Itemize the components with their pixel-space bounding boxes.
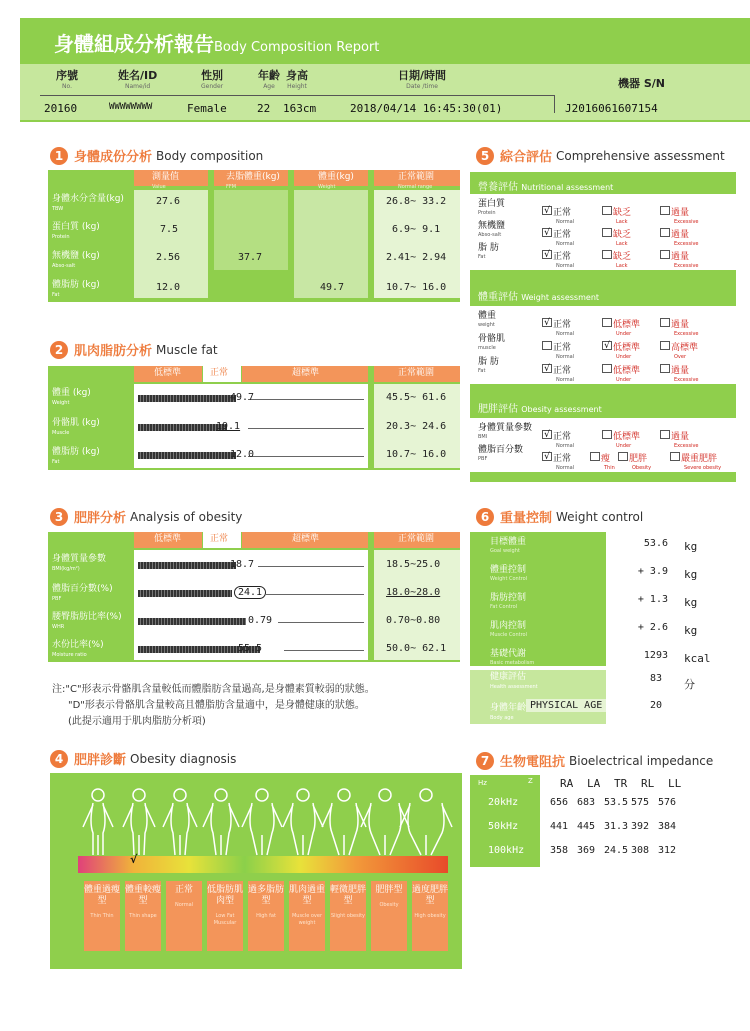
weight-value: 49.7 [320, 282, 345, 293]
assessment-row: 身體質量參數 BMI √ 正常 Normal 低標準 Under 過量 Excessive [478, 423, 699, 449]
nutrition-title: 營養評估 Nutritional assessment [478, 182, 614, 193]
physical-age-label: PHYSICAL AGE [526, 699, 606, 712]
col-name: 姓名/ID Name/id [118, 69, 158, 90]
col-weight: 體重(kg) Weight [318, 172, 354, 190]
diagnosis-type: 體重過瘦型 Thin Thin [84, 881, 120, 951]
note: 注:"C"形表示骨骼肌含量較低而體脂肪含量過高,是身體素質較弱的狀態。 "D"形表示骨骼肌含量較高且體脂肪含量適中，是身體健康的狀態。 (此提示適用于肌肉脂肪分析項) [52, 684, 375, 727]
section-body-composition: 1 身體成份分析 Body composition [50, 146, 263, 165]
assessment-row: 骨骼肌 muscle 正常 Normal √ 低標準 Under 高標準 Over [478, 334, 699, 360]
assessment-option: 過量 Excessive [660, 358, 699, 383]
checkbox-icon [660, 364, 670, 373]
assessment-option: 過量 Excessive [660, 312, 699, 337]
col-ffm: 去脂體重(kg) FFM [226, 172, 280, 190]
impedance-freq: 50kHz [488, 821, 519, 832]
assessment-option: 嚴重肥胖 Severe obesity [670, 446, 721, 471]
body-figure [163, 789, 197, 855]
impedance-cell: 53.5 [604, 797, 629, 808]
impedance-col-header: TR [614, 777, 628, 790]
checkbox-icon [590, 452, 600, 461]
assessment-option: √ 正常 Normal [542, 424, 574, 449]
impedance-cell: 683 [577, 797, 596, 808]
body-figure [242, 789, 282, 855]
impedance-cell: 441 [550, 821, 569, 832]
diagnosis-type: 低脂肪肌肉型 Low Fat Muscular [207, 881, 243, 951]
checkbox-icon [602, 250, 612, 259]
impedance-cell: 445 [577, 821, 596, 832]
pbf-circled-value: 24.1 [234, 586, 266, 599]
checkbox-icon: √ [542, 206, 552, 215]
assessment-option: √ 低標準 Under [602, 335, 640, 360]
assessment-option: 過量 Excessive [660, 222, 699, 247]
impedance-cell: 575 [631, 797, 650, 808]
assessment-option: √ 正常 Normal [542, 244, 574, 269]
muscle-fat-bar [138, 424, 227, 431]
assessment-option: √ 正常 Normal [542, 200, 574, 225]
checkbox-icon: √ [542, 452, 552, 461]
muscle-fat-bar [138, 395, 236, 402]
checkbox-icon [660, 341, 670, 350]
assessment-row: 蛋白質 Protein √ 正常 Normal 缺乏 Lack 過量 Excessive [478, 199, 699, 225]
assessment-option: 過量 Excessive [660, 200, 699, 225]
assessment-row: 體脂百分數 PBF √ 正常 Normal 瘦 Thin 肥胖 Obesity 嚴重肥胖 Severe obesity [478, 445, 722, 471]
section-comprehensive-assessment: 5 綜合評估 Comprehensive assessment [476, 146, 725, 165]
impedance-cell: 31.3 [604, 821, 629, 832]
checkbox-icon: √ [602, 341, 612, 350]
assessment-row: 脂 肪 Fat √ 正常 Normal 低標準 Under 過量 Excessive [478, 357, 699, 383]
col-no: 序號 No. [56, 69, 78, 90]
assessment-option: 缺乏 Lack [602, 244, 631, 269]
checkbox-icon: √ [542, 318, 552, 327]
assessment-option: 低標準 Under [602, 424, 640, 449]
weight-control-row: 肌肉控制 Muscle Control + 2.6 kg [490, 621, 698, 638]
impedance-cell: 369 [577, 845, 596, 856]
checkbox-icon: √ [542, 250, 552, 259]
weight-assessment-title: 體重評估 Weight assessment [478, 292, 600, 303]
value-age: 22 [257, 102, 271, 115]
checkbox-icon [542, 341, 552, 350]
impedance-panel: Hz Z RA LA TR RL LL 20kHz 656 683 53.5 575 576 50kHz 441 445 31.3 392 384 100kHz 358 369 24.5 308 312 [470, 775, 736, 867]
col-datetime: 日期/時間 Date /time [398, 69, 447, 90]
checkbox-icon: √ [542, 430, 552, 439]
obesity-analysis-panel: 低標準 正常 超標準 正常範圍 身體質量參數 BMI(kg/m²) 體脂百分數(%) PBF 腰臀脂肪比率(%) WHR 水份比率(%) Moisture ratio 18.7 24.1 0.79 55.5 18.5~25.0 18.0~28.0 0.70~0.80 50.0~ 62.1 [48, 532, 460, 662]
checkbox-icon [602, 318, 612, 327]
report-title: 身體組成分析報告Body Composition Report [54, 32, 380, 56]
impedance-col-header: LA [587, 777, 601, 790]
checkbox-icon [670, 452, 680, 461]
body-figure [322, 789, 366, 855]
assessment-option: √ 正常 Normal [542, 446, 574, 471]
impedance-cell: 358 [550, 845, 569, 856]
assessment-option: 高標準 Over [660, 335, 698, 360]
section-obesity-diagnosis: 4 肥胖診斷 Obesity diagnosis [50, 749, 236, 768]
section-obesity-analysis: 3 肥胖分析 Analysis of obesity [50, 507, 242, 526]
report-title-bar [20, 18, 750, 64]
checkbox-icon [602, 430, 612, 439]
body-figure [123, 789, 155, 855]
checkbox-icon: √ [542, 364, 552, 373]
assessment-option: 缺乏 Lack [602, 200, 631, 225]
impedance-freq: 20kHz [488, 797, 519, 808]
value-gender: Female [187, 102, 227, 115]
assessment-option: √ 正常 Normal [542, 358, 574, 383]
col-gender: 性別 Gender [201, 69, 224, 90]
assessment-option: √ 正常 Normal [542, 222, 574, 247]
weight-control-row: 脂肪控制 Fat Control + 1.3 kg [490, 593, 698, 610]
impedance-freq: 100kHz [488, 845, 525, 856]
weight-control-row: 體重控制 Weight Control + 3.9 kg [490, 565, 698, 582]
body-figure [83, 789, 113, 855]
checkbox-icon [660, 228, 670, 237]
muscle-fat-bar [138, 452, 236, 459]
body-figure [400, 789, 452, 855]
assessment-option: 肥胖 Obesity [618, 446, 651, 471]
assessment-option: 低標準 Under [602, 358, 640, 383]
impedance-cell: 576 [658, 797, 677, 808]
body-shape-figures [50, 783, 462, 863]
assessment-option: 正常 Normal [542, 335, 574, 360]
assessment-option: 過量 Excessive [660, 244, 699, 269]
col-age: 年齡 Age [258, 69, 280, 90]
obesity-bar [138, 618, 246, 625]
col-height: 身高 Height [286, 69, 308, 90]
diagnosis-type: 過度肥胖型 High obesity [412, 881, 448, 951]
checkbox-icon [660, 250, 670, 259]
body-composition-panel: 測量值 Value 去脂體重(kg) FFM 體重(kg) Weight 正常範圍 Normal range 身體水分含量(kg) TBW 27.6 26.8~ 33.2 蛋白質 (kg) Protein 7.5 6.9~ 9.1 無機鹽 (kg) Abso-salt 2.56 2.41~ 2.94 37.7 體脂肪 (kg) Fat 12.0 10.7~ 16.0 49.7 [48, 170, 460, 302]
assessment-option: 瘦 Thin [590, 446, 615, 471]
checkbox-icon: √ [542, 228, 552, 237]
checkbox-icon [602, 228, 612, 237]
body-figure [203, 789, 239, 855]
col-range: 正常範圍 Normal range [398, 172, 435, 190]
assessment-option: 過量 Excessive [660, 424, 699, 449]
info-underline [40, 95, 554, 96]
impedance-cell: 24.5 [604, 845, 629, 856]
assessment-option: 低標準 Under [602, 312, 640, 337]
impedance-cell: 312 [658, 845, 677, 856]
checkbox-icon [660, 206, 670, 215]
impedance-col-header: LL [668, 777, 682, 790]
checkbox-icon [618, 452, 628, 461]
assessment-option: 缺乏 Lack [602, 222, 631, 247]
col-sn: 機器 S/N [618, 77, 665, 90]
assessment-row: 無機鹽 Abso-salt √ 正常 Normal 缺乏 Lack 過量 Excessive [478, 221, 699, 247]
ffm-value: 37.7 [238, 252, 263, 263]
assessment-row: 脂 肪 Fat √ 正常 Normal 缺乏 Lack 過量 Excessive [478, 243, 699, 269]
checkbox-icon [602, 364, 612, 373]
value-sn: J2016061607154 [565, 102, 658, 115]
assessment-panel [470, 172, 736, 482]
diagnosis-type: 體重較瘦型 Thin shape [125, 881, 161, 951]
weight-control-row: 基礎代謝 Basic metabolism 1293 kcal [490, 649, 711, 666]
diagnosis-mark: √ [130, 853, 138, 866]
value-name: WWWWWWWW [109, 102, 153, 112]
diagnosis-type: 肌肉過重型 Muscle over weight [289, 881, 325, 951]
patient-info-bar [20, 64, 750, 122]
body-figure [283, 789, 323, 855]
checkbox-icon [602, 206, 612, 215]
value-datetime: 2018/04/14 16:45:30(01) [350, 102, 503, 115]
impedance-cell: 384 [658, 821, 677, 832]
impedance-col-header: RL [641, 777, 655, 790]
diagnosis-type: 肥胖型 Obesity [371, 881, 407, 951]
value-height: 163cm [283, 102, 317, 115]
diagnosis-type: 正常 Normal [166, 881, 202, 951]
impedance-cell: 308 [631, 845, 650, 856]
checkbox-icon [660, 430, 670, 439]
impedance-cell: 656 [550, 797, 569, 808]
section-bioelectrical-impedance: 7 生物電阻抗 Bioelectrical impedance [476, 751, 713, 770]
obesity-bar [138, 562, 236, 569]
checkbox-icon [660, 318, 670, 327]
impedance-cell: 392 [631, 821, 650, 832]
assessment-row: 體重 weight √ 正常 Normal 低標準 Under 過量 Excessive [478, 311, 699, 337]
diagnosis-type: 過多脂肪型 High fat [248, 881, 284, 951]
diagnosis-type: 輕微肥胖型 Slight obesity [330, 881, 366, 951]
weight-control-row: 目標體重 Goal weight 53.6 kg [490, 537, 698, 554]
col-value: 測量值 Value [152, 172, 180, 190]
muscle-fat-panel: 低標準 正常 超標準 正常範圍 體重 (kg) Weight 骨骼肌 (kg) Muscle 體脂肪 (kg) Fat 49.7 19.1 12.0 45.5~ 61.6 20.3~ 24.6 10.7~ 16.0 [48, 366, 460, 470]
value-no: 20160 [44, 102, 78, 115]
weight-control-panel: 目標體重 Goal weight 53.6 kg 體重控制 Weight Control + 3.9 kg 脂肪控制 Fat Control + 1.3 kg 肌肉控制 Muscle Control + 2.6 kg 基礎代謝 Basic metabolism 1293 kcal 健康評估 Health assessment 83 分 身體年齡 Body age PHYSICAL AGE 20 [470, 532, 736, 724]
obesity-diagnosis-panel [50, 773, 462, 969]
impedance-col-header: RA [560, 777, 574, 790]
assessment-option: √ 正常 Normal [542, 312, 574, 337]
section-weight-control: 6 重量控制 Weight control [476, 507, 643, 526]
obesity-assessment-title: 肥胖評估 Obesity assessment [478, 404, 602, 415]
section-muscle-fat: 2 肌肉脂肪分析 Muscle fat [50, 340, 218, 359]
obesity-bar [138, 590, 232, 597]
